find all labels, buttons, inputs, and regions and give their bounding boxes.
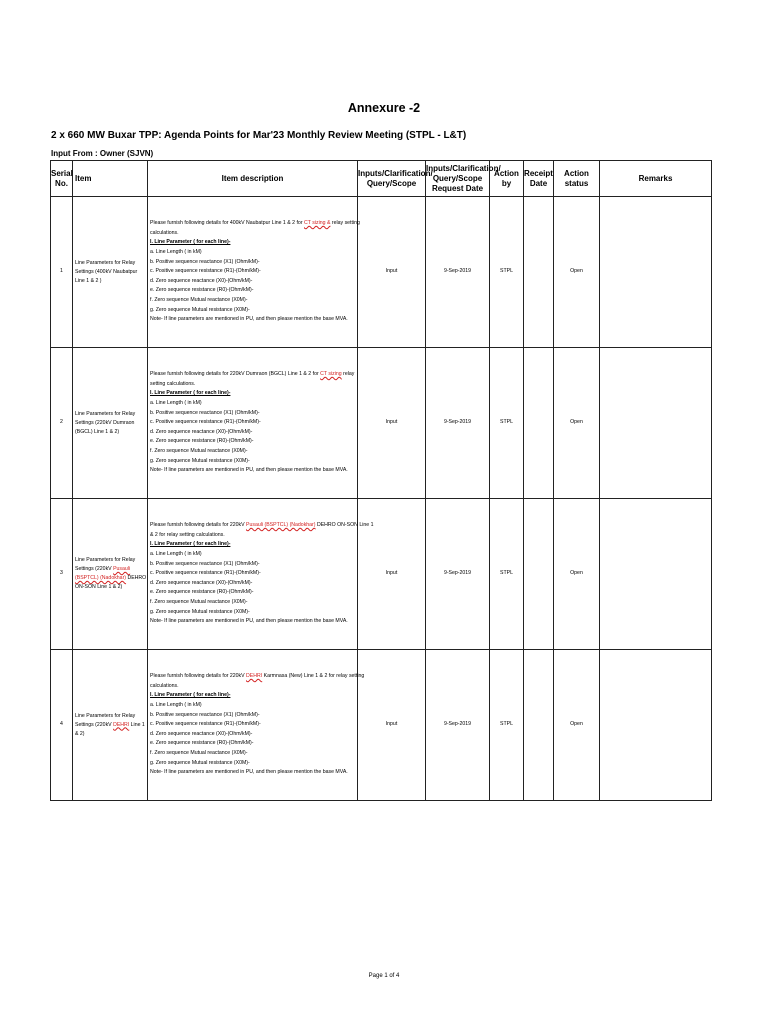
table-row (51, 348, 712, 499)
desc-note: Note- If line parameters are mentioned in PU, and then please mention the base MVA. (150, 618, 348, 625)
desc-line: g. Zero sequence Mutual resistance (X0M)- (150, 306, 250, 313)
desc-note: Note- If line parameters are mentioned in PU, and then please mention the base MVA. (150, 769, 348, 776)
desc-intro-cont: setting calculations. (150, 380, 196, 387)
cell-request-date: 9-Sep-2019 (426, 499, 490, 650)
cell-remarks (600, 348, 712, 499)
cell-receipt-date (524, 650, 554, 801)
cell-inputs: Input (358, 197, 426, 348)
col-item: Item (73, 161, 148, 197)
col-receipt-date: Receipt Date (524, 161, 554, 197)
desc-line: c. Positive sequence resistance (R1)-(Ohm/kM)- (150, 268, 261, 275)
desc-line: g. Zero sequence Mutual resistance (X0M)- (150, 608, 250, 615)
desc-note: Note- If line parameters are mentioned in PU, and then please mention the base MVA. (150, 467, 348, 474)
desc-line: b. Positive sequence reactance (X1) (Ohm/kM)- (150, 258, 260, 265)
desc-intro-cont: calculations. (150, 229, 179, 236)
desc-line: b. Positive sequence reactance (X1) (Ohm/kM)- (150, 409, 260, 416)
annexure-heading: Annexure -2 (347, 101, 421, 115)
desc-intro: Please furnish following details for 400kV Naubatpur Line 1 & 2 for CT sizing & relay setting (150, 220, 360, 227)
desc-line: a. Line Length ( in kM) (150, 702, 202, 709)
cell-action-by: STPL (490, 197, 524, 348)
desc-line: e. Zero sequence resistance (R0)-(Ohm/kM)- (150, 438, 254, 445)
desc-line: d. Zero sequence reactance (X0)-(Ohm/kM)- (150, 428, 253, 435)
table-row (51, 499, 712, 650)
col-request-date: Inputs/Clarification/ Query/Scope Request Date (426, 161, 490, 197)
cell-serial: 3 (51, 499, 73, 650)
col-remarks: Remarks (600, 161, 712, 197)
desc-intro: Please furnish following details for 220kV DEHRI Karmnasa (New) Line 1 & 2 for relay setting (150, 673, 365, 680)
desc-line: g. Zero sequence Mutual resistance (X0M)- (150, 457, 250, 464)
cell-serial: 2 (51, 348, 73, 499)
cell-request-date: 9-Sep-2019 (426, 650, 490, 801)
input-from-label: Input From : Owner (SJVN) (51, 149, 154, 158)
cell-request-date: 9-Sep-2019 (426, 348, 490, 499)
cell-inputs: Input (358, 499, 426, 650)
desc-line: f. Zero sequence Mutual reactance (X0M)- (150, 296, 248, 303)
desc-line: f. Zero sequence Mutual reactance (X0M)- (150, 749, 248, 756)
cell-description (148, 499, 374, 650)
document-title: 2 x 660 MW Buxar TPP: Agenda Points for Mar'23 Monthly Review Meeting (STPL - L&T) (51, 130, 467, 141)
cell-serial: 1 (51, 197, 73, 348)
table-header-row (51, 161, 712, 197)
cell-action-by: STPL (490, 499, 524, 650)
cell-description (148, 650, 365, 801)
col-inputs: Inputs/Clarification/ Query/Scope (358, 161, 426, 197)
col-action-status: Action status (554, 161, 600, 197)
page-number: Page 1 of 4 (368, 973, 400, 979)
cell-description (148, 348, 358, 499)
desc-line: f. Zero sequence Mutual reactance (X0M)- (150, 598, 248, 605)
cell-item: Line Parameters for Relay Settings (220kV Dumraon (BGCL) Line 1 & 2) (73, 348, 148, 499)
desc-line: c. Positive sequence resistance (R1)-(Ohm/kM)- (150, 570, 261, 577)
cell-description (148, 197, 358, 348)
cell-item: Line Parameters for Relay Settings (220kV Pusauli (BSPTCL) (Nadokhar) DEHRO ON-SON Line 1 & 2) (73, 499, 148, 650)
desc-intro: Please furnish following details for 220kV Dumraon (BGCL) Line 1 & 2 for CT sizing relay (150, 371, 355, 378)
cell-request-date: 9-Sep-2019 (426, 197, 490, 348)
col-description: Item description (148, 161, 358, 197)
cell-inputs: Input (358, 348, 426, 499)
table-row (51, 197, 712, 348)
desc-note: Note- If line parameters are mentioned in PU, and then please mention the base MVA. (150, 316, 348, 323)
desc-line: d. Zero sequence reactance (X0)-(Ohm/kM)- (150, 730, 253, 737)
cell-receipt-date (524, 197, 554, 348)
desc-intro-cont: calculations. (150, 682, 179, 689)
cell-action-by: STPL (490, 650, 524, 801)
cell-remarks (600, 650, 712, 801)
cell-inputs: Input (358, 650, 426, 801)
desc-param-heading: I. Line Parameter ( for each line)- (150, 239, 231, 246)
desc-line: d. Zero sequence reactance (X0)-(Ohm/kM)- (150, 579, 253, 586)
cell-remarks (600, 499, 712, 650)
cell-item: Line Parameters for Relay Settings (220kV DEHRI Line 1 & 2) (73, 650, 148, 801)
desc-line: e. Zero sequence resistance (R0)-(Ohm/kM)- (150, 589, 254, 596)
desc-line: d. Zero sequence reactance (X0)-(Ohm/kM)- (150, 277, 253, 284)
col-action-by: Action by (490, 161, 524, 197)
desc-line: b. Positive sequence reactance (X1) (Ohm/kM)- (150, 711, 260, 718)
cell-action-status: Open (554, 348, 600, 499)
desc-line: f. Zero sequence Mutual reactance (X0M)- (150, 447, 248, 454)
table-row (51, 650, 712, 801)
cell-receipt-date (524, 499, 554, 650)
agenda-table (50, 160, 712, 801)
desc-line: b. Positive sequence reactance (X1) (Ohm/kM)- (150, 560, 260, 567)
desc-param-heading: I. Line Parameter ( for each line)- (150, 390, 231, 397)
cell-receipt-date (524, 348, 554, 499)
desc-intro-cont: & 2 for relay setting calculations. (150, 531, 225, 538)
desc-line: e. Zero sequence resistance (R0)-(Ohm/kM)- (150, 287, 254, 294)
desc-line: c. Positive sequence resistance (R1)-(Ohm/kM)- (150, 721, 261, 728)
desc-intro: Please furnish following details for 220kV Pusauli (BSPTCL) (Nadokhar) DEHRO ON-SON Line 1 (150, 522, 374, 529)
cell-action-status: Open (554, 499, 600, 650)
col-serial: Serial No. (51, 161, 73, 197)
desc-line: e. Zero sequence resistance (R0)-(Ohm/kM)- (150, 740, 254, 747)
cell-remarks (600, 197, 712, 348)
cell-action-status: Open (554, 650, 600, 801)
cell-action-by: STPL (490, 348, 524, 499)
cell-item: Line Parameters for Relay Settings (400kV Naubatpur Line 1 & 2 ) (73, 197, 148, 348)
desc-line: a. Line Length ( in kM) (150, 551, 202, 558)
cell-action-status: Open (554, 197, 600, 348)
desc-line: a. Line Length ( in kM) (150, 400, 202, 407)
desc-line: c. Positive sequence resistance (R1)-(Ohm/kM)- (150, 419, 261, 426)
desc-param-heading: I. Line Parameter ( for each line)- (150, 692, 231, 699)
cell-serial: 4 (51, 650, 73, 801)
desc-line: a. Line Length ( in kM) (150, 249, 202, 256)
desc-param-heading: I. Line Parameter ( for each line)- (150, 541, 231, 548)
desc-line: g. Zero sequence Mutual resistance (X0M)- (150, 759, 250, 766)
